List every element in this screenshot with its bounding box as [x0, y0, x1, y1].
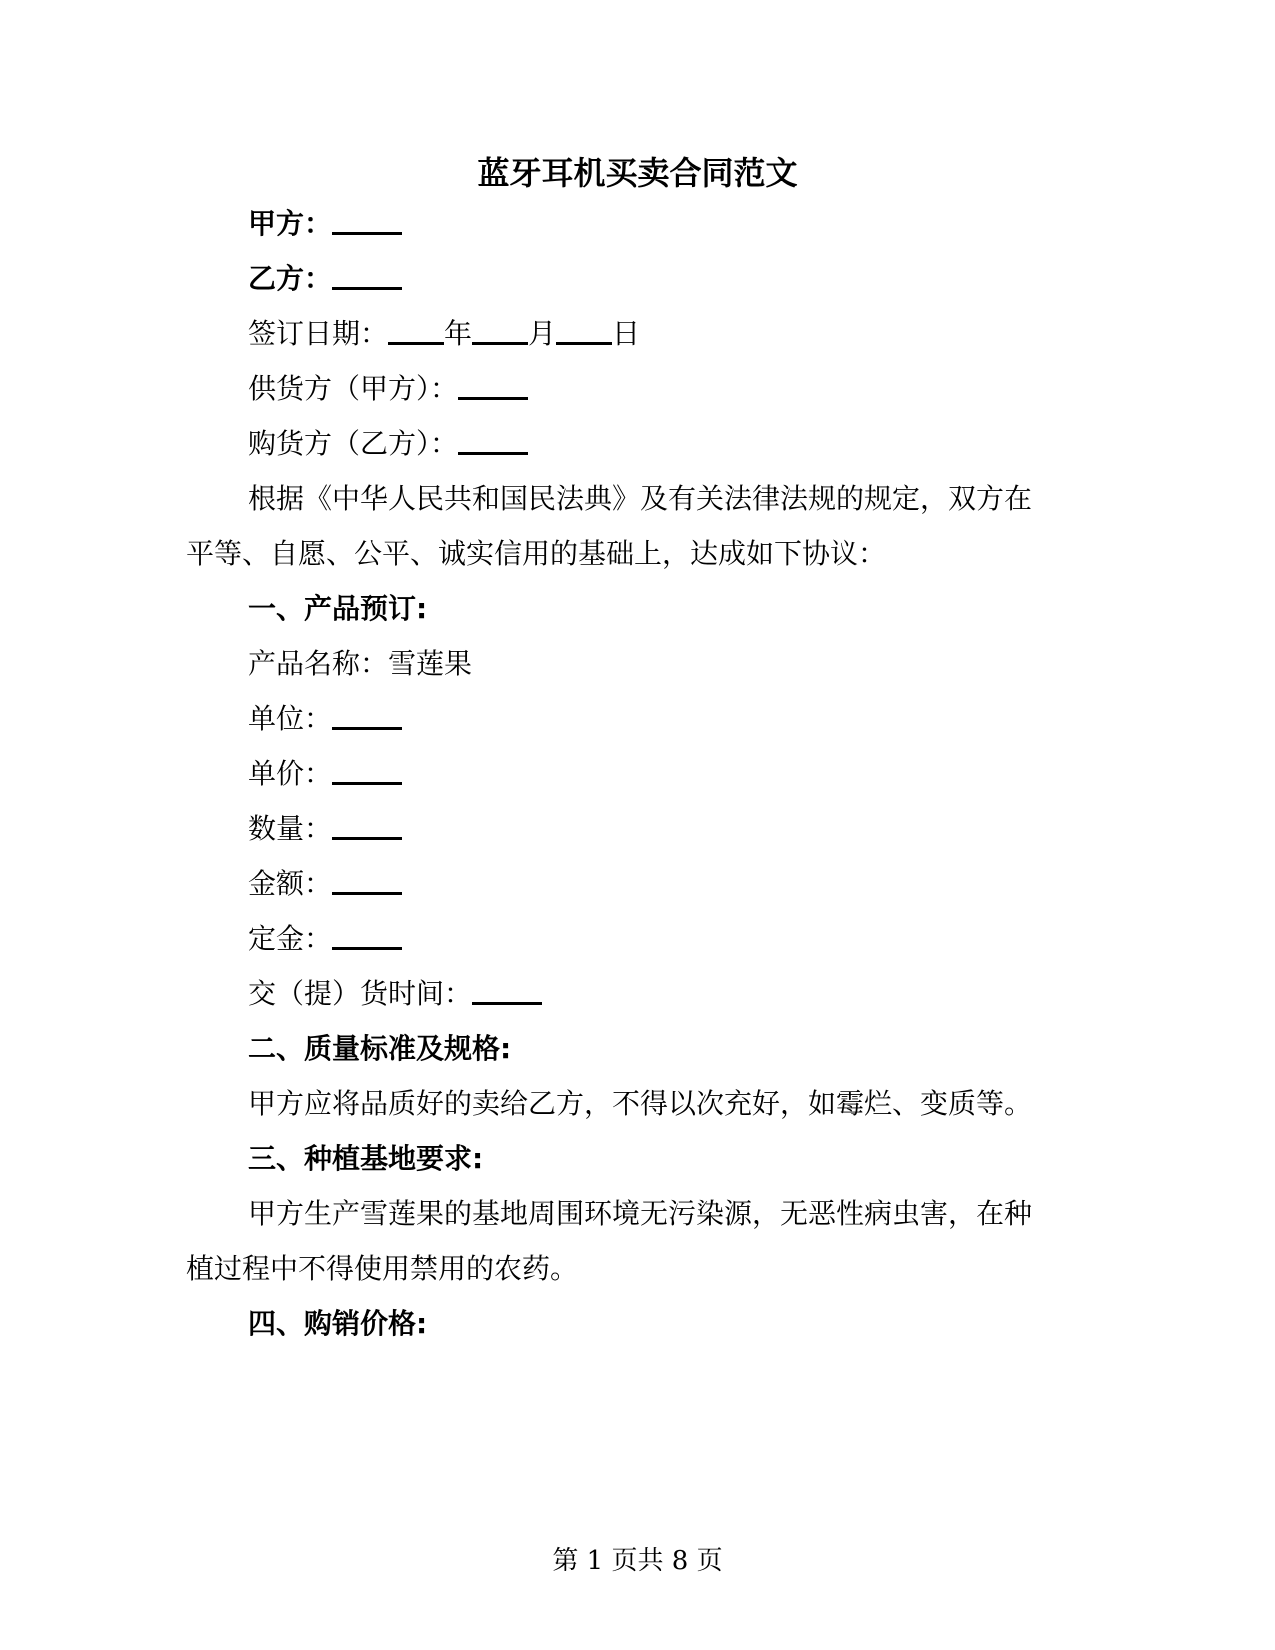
- section3-line-2: 植过程中不得使用禁用的农药。: [186, 1252, 579, 1285]
- intro-line-2: 平等、自愿、公平、诚实信用的基础上，达成如下协议：: [186, 537, 887, 570]
- supplier-blank: [458, 371, 528, 400]
- delivery-time-label: 交（提）货时间：: [248, 977, 473, 1010]
- unit-blank: [332, 701, 402, 730]
- party-a-line: [248, 206, 402, 242]
- day-blank: [556, 316, 612, 345]
- unit-price-line: [248, 756, 402, 792]
- deposit-blank: [332, 921, 402, 950]
- page-footer: 第 1 页共 8 页: [552, 1546, 723, 1576]
- section1-heading: 一、产品预订:: [248, 592, 428, 625]
- section3-line-1: 甲方生产雪莲果的基地周围环境无污染源，无恶性病虫害，在种: [248, 1197, 1033, 1230]
- delivery-time-line: [248, 976, 542, 1012]
- amount-blank: [332, 866, 402, 895]
- section4-heading: 四、购销价格:: [248, 1307, 428, 1340]
- year-label: 年: [444, 317, 473, 350]
- month-blank: [472, 316, 528, 345]
- amount-line: [248, 866, 402, 902]
- buyer-label: 购货方（乙方）：: [248, 427, 459, 460]
- party-a-label: 甲方：: [248, 207, 333, 240]
- supplier-label: 供货方（甲方）：: [248, 372, 459, 405]
- buyer-blank: [458, 426, 528, 455]
- day-label: 日: [612, 317, 641, 350]
- section2-text: 甲方应将品质好的卖给乙方，不得以次充好，如霉烂、变质等。: [248, 1087, 1033, 1120]
- amount-label: 金额：: [248, 867, 333, 900]
- sign-date-line: [248, 316, 640, 352]
- unit-price-label: 单价：: [248, 757, 333, 790]
- unit-price-blank: [332, 756, 402, 785]
- supplier-line: [248, 371, 528, 407]
- delivery-time-blank: [472, 976, 542, 1005]
- month-label: 月: [528, 317, 557, 350]
- party-a-blank: [332, 206, 402, 235]
- party-b-label: 乙方：: [248, 262, 333, 295]
- unit-line: [248, 701, 402, 737]
- buyer-line: [248, 426, 528, 462]
- sign-date-label: 签订日期：: [248, 317, 389, 350]
- unit-label: 单位：: [248, 702, 333, 735]
- quantity-label: 数量：: [248, 812, 333, 845]
- section2-heading: 二、质量标准及规格:: [248, 1032, 512, 1065]
- quantity-blank: [332, 811, 402, 840]
- document-title: 蓝牙耳机买卖合同范文: [477, 154, 798, 192]
- intro-line-1: 根据《中华人民共和国民法典》及有关法律法规的规定，双方在: [248, 482, 1033, 515]
- party-b-blank: [332, 261, 402, 290]
- quantity-line: [248, 811, 402, 847]
- deposit-line: [248, 921, 402, 957]
- product-name-line: 产品名称：雪莲果: [248, 647, 473, 680]
- party-b-line: [248, 261, 402, 297]
- year-blank: [388, 316, 444, 345]
- deposit-label: 定金：: [248, 922, 333, 955]
- section3-heading: 三、种植基地要求:: [248, 1142, 484, 1175]
